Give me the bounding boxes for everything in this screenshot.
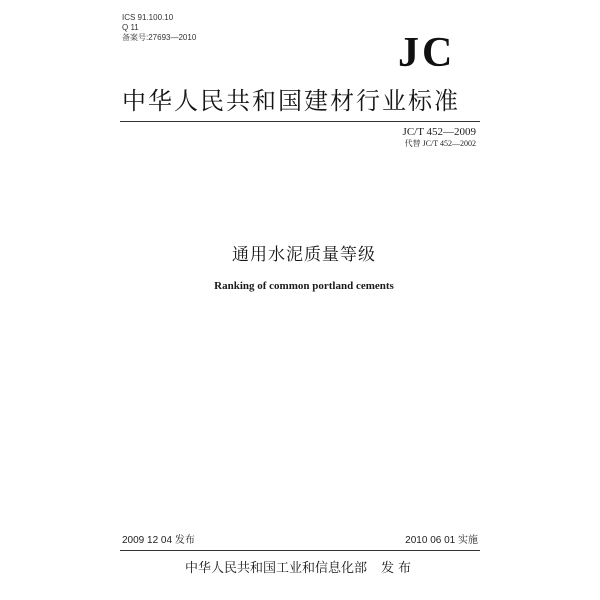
- issuer-line: [0, 560, 600, 578]
- standard-number: JC/T 452—2009: [402, 126, 476, 138]
- classification-block: [122, 13, 196, 43]
- top-divider: [120, 121, 480, 122]
- standard-number-block: [403, 126, 476, 149]
- filing-number: 备案号:27693—2010: [122, 33, 197, 42]
- industry-code-logo: JC: [398, 30, 456, 76]
- standard-category-heading: 中华人民共和国建材行业标准: [122, 87, 460, 115]
- effective-date: 2010 06 01 实施: [405, 535, 478, 546]
- publish-label: 发布: [381, 561, 416, 576]
- issuing-authority: 中华人民共和国工业和信息化部: [184, 561, 367, 576]
- document-title-english: Ranking of common portland cements: [214, 280, 394, 292]
- replaces-note: 代替 JC/T 452—2002: [404, 139, 476, 148]
- document-title-chinese: 通用水泥质量等级: [232, 245, 376, 265]
- bottom-divider: [120, 550, 480, 551]
- ics-code: ICS 91.100.10: [122, 13, 174, 22]
- issue-date: 2009 12 04 发布: [122, 535, 195, 546]
- ccs-code: Q 11: [122, 23, 139, 32]
